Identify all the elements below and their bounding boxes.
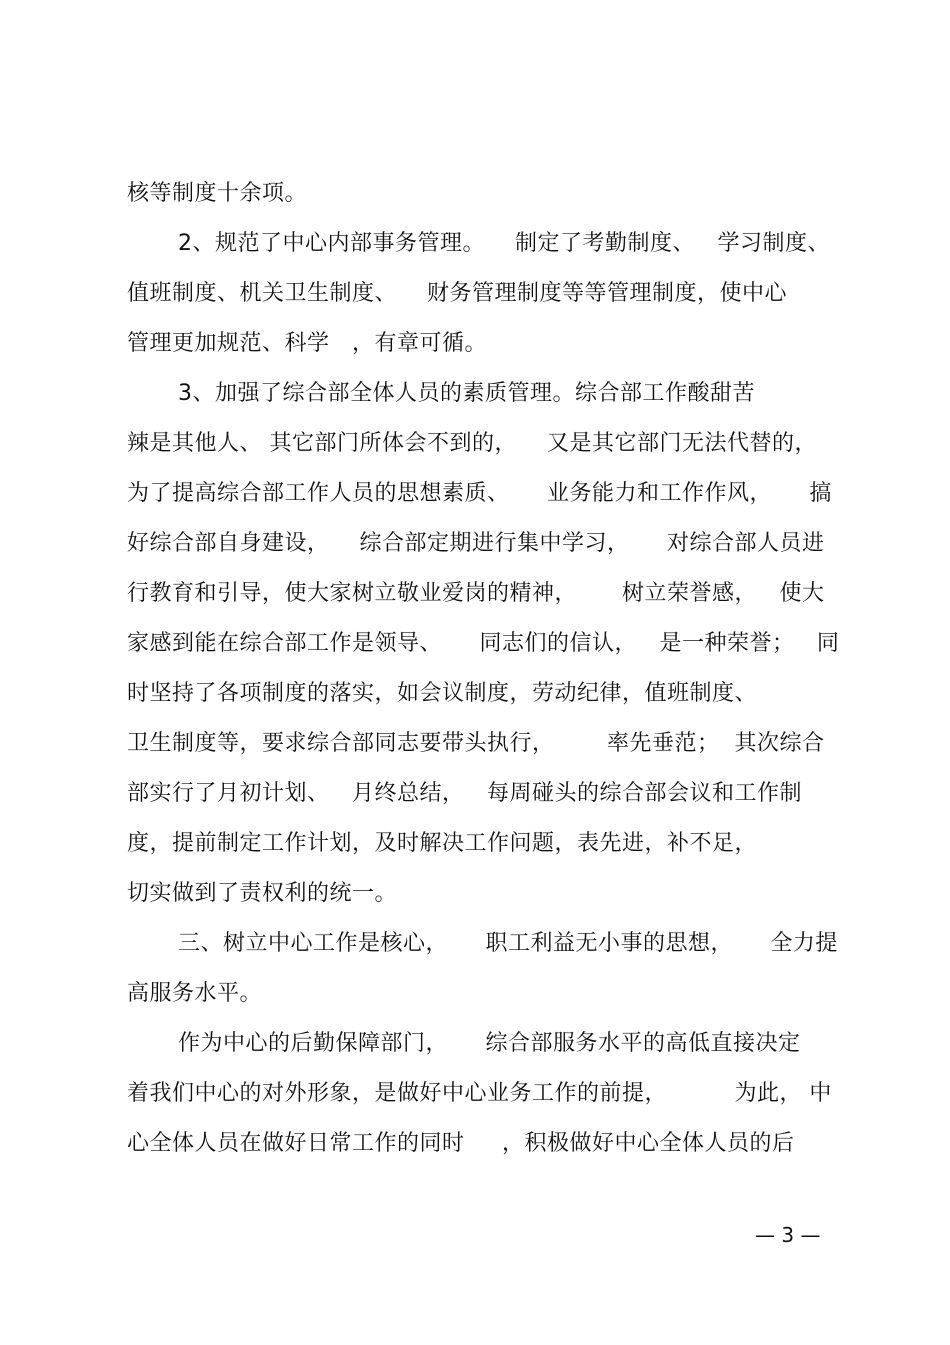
text-line: 切实做到了责权利的统一。	[127, 881, 398, 906]
text-line: 值班制度、机关卫生制度、 财务管理制度等等管理制度，使中心	[127, 281, 787, 306]
text-line: 卫生制度等，要求综合部同志要带头执行， 率先垂范； 其次综合	[127, 731, 825, 756]
text-line: 辣是其他人、 其它部门所体会不到的， 又是其它部门无法代替的，	[127, 431, 817, 456]
text-line: 时坚持了各项制度的落实，如会议制度，劳动纪律，值班制度、	[127, 681, 758, 706]
text-line: 3、加强了综合部全体人员的素质管理。综合部工作酸甜苦	[178, 381, 755, 406]
text-line: 管理更加规范、科学 ，有章可循。	[127, 331, 487, 356]
text-line: 2、规范了中心内部事务管理。 制定了考勤制度、 学习制度、	[178, 231, 830, 256]
text-line: 部实行了月初计划、 月终总结， 每周碰头的综合部会议和工作制	[127, 781, 802, 806]
text-line: 好综合部自身建设， 综合部定期进行集中学习， 对综合部人员进	[127, 531, 825, 556]
text-line: 心全体人员在做好日常工作的同时 ，积极做好中心全体人员的后	[127, 1131, 795, 1156]
text-line: 为了提高综合部工作人员的思想素质、 业务能力和工作作风， 搞	[127, 481, 832, 506]
text-line: 高服务水平。	[127, 981, 263, 1006]
text-line: 作为中心的后勤保障部门， 综合部服务水平的高低直接决定	[178, 1031, 801, 1056]
page-number: — 3 —	[755, 1223, 821, 1247]
text-line: 家感到能在综合部工作是领导、 同志们的信认， 是一种荣誉； 同	[127, 631, 840, 656]
text-line: 核等制度十余项。	[127, 181, 308, 206]
text-line: 着我们中心的对外形象，是做好中心业务工作的前提， 为此， 中	[127, 1081, 832, 1106]
text-line: 度，提前制定工作计划，及时解决工作问题，表先进，补不足，	[127, 831, 758, 856]
text-line: 行教育和引导，使大家树立敬业爱岗的精神， 树立荣誉感， 使大	[127, 581, 825, 606]
text-line: 三、树立中心工作是核心， 职工利益无小事的思想， 全力提	[178, 931, 838, 956]
